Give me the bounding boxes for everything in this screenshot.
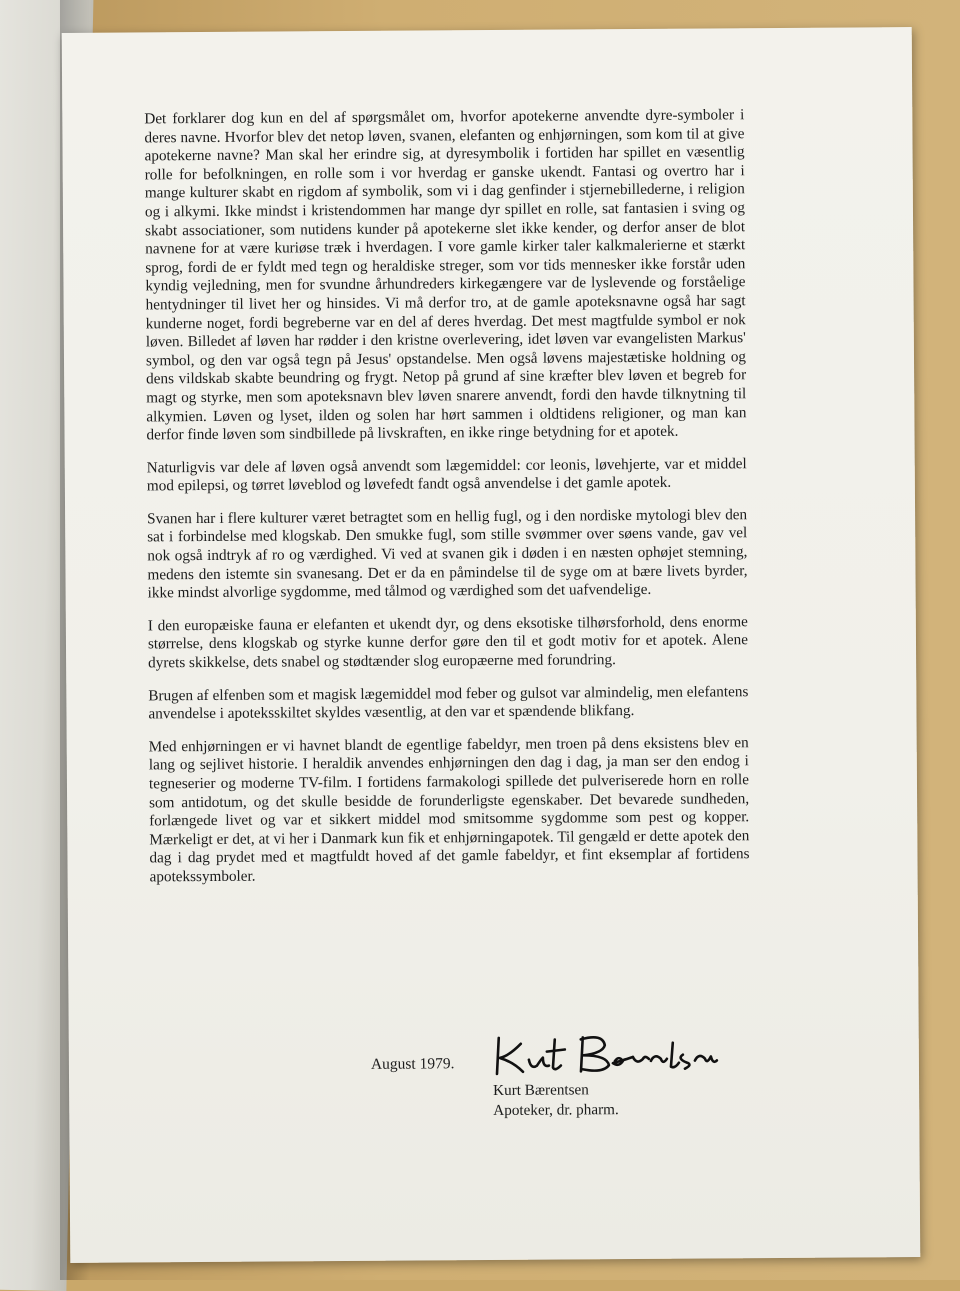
paragraph-swan: Svanen har i flere kulturer været betragtet som en hellig fugl, og i den nordiske mytologi blev den sat i forbindelse med klogskab. Den smukke fugl, som stille svømmer over søens vande, gav vel nok også indtryk af ro og værdighed. Vi ved at svanen gik i døden i en næsten ophøjet stemning, medens den istemte sin svanesang. Det er da en påmindelse til de syge om at bære livets byrder, ikke mindst alvorlige sygdomme, med tålmod og værdighed som det uafvendelige. xyxy=(147,506,748,602)
date-line: August 1979. xyxy=(370,1055,455,1073)
signatory-name: Kurt Bærentsen xyxy=(493,1081,589,1099)
handwritten-signature xyxy=(491,1028,721,1080)
paragraph-lion-medicine: Naturligvis var dele af løven også anvendt som lægemiddel: cor leonis, løvehjerte, var et middel mod epilepsi, og tørret løveblod og løvefedt fandt også anvendelse i det gamle apotek. xyxy=(146,454,747,495)
body-text xyxy=(144,106,750,901)
signatory-title: Apoteker, dr. pharm. xyxy=(493,1101,619,1119)
closing-signature xyxy=(371,1028,732,1131)
paragraph-symbolism: Det forklarer dog kun en del af spørgsmålet om, hvorfor apotekerne anvendte dyre-symboler i deres navne. Hvorfor blev det netop løven, svanen, elefanten og enhjørningen, som kom til at give apotekerne navne? Man skal her erindre sig, at dyresymbolik i fortiden har spillet en væsentlig rolle for befolkningen, en rolle som i vor hverdag er ganske ukendt. Fantasi og overtro har i mange kulturer skabt en rigdom af symbolik, som vi i dag genfinder i stjernebillederne, i religion og i alkymi. Ikke mindst i kristendommen har mange dyr spillet en rolle, sat fantasien i sving og skabt associationer, som nutidens kunder på apotekerne slet ikke kender, og derfor anser de blot navnene for at være kuriøse træk i hverdagen. I vore gamle kirker taler kalkmalerierne et stærkt sprog, fordi de er fyldt med tegn og heraldiske streger, som vor tids mennesker ikke forstår uden kyndig vejledning, men for svundne århundreders kirkegængere var de lyslevende og forståelige hentydninger til livet her og hinsides. Vi må derfor tro, at de gamle apoteksnavne også har sagt kunderne noget, fordi begreberne var en del af deres hverdag. Det mest magtfulde symbol er nok løven. Billedet af løven har rødder i den kristne overlevering, idet løven var evangelisten Markus' symbol, og den var også tegn på Jesus' opstandelse. Men også løvens majestætiske holdning og dens vildskab skabte beundring og frygt. Netop på grund af sine kræfter blev løven et begreb for magt og styrke, men som apoteksnavn blev løven snarere anvendt, fordi den havde tilknytning til alkymien. Løven og lyset, ilden og solen har hørt sammen i oldtidens religioner, og man kan derfor finde løven som sindbillede på livskraften, en ikke ringe betydning for et apotek. xyxy=(144,106,747,444)
paragraph-elephant: I den europæiske fauna er elefanten et ukendt dyr, og dens eksotiske tilhørsforhold, dens enorme størrelse, dens klogskab og styrke kunne derfor gøre den til et godt motiv for et apotek. Alene dyrets skikkelse, dets snabel og stødtænder slog europæerne med forundring. xyxy=(147,613,749,672)
document-page xyxy=(62,27,921,1263)
paragraph-unicorn: Med enhjørningen er vi havnet blandt de egentlige fabeldyr, men troen på dens eksistens blev en lang og sejlivet historie. I heraldik anvendes enhjørningen den dag i dag, ja man ser den endog i tegneserier og moderne TV-film. I fortidens farmakologi spillede det pulveriserede horn en rolle som antidotum, og det skulle besidde de forunderligste egenskaber. Det bevarede sundheden, forlængede livet og var et sikkert middel mod smitsomme sygdomme som pest og kopper. Mærkeligt er det, at vi her i Danmark kun fik et enhjørningapotek. Til gengæld er dette apotek den dag i dag prydet med et magtfuldt hoved af det gamle fabeldyr, et fint eksemplar af fortidens apotekssymboler. xyxy=(148,734,750,886)
paragraph-ivory: Brugen af elfenben som et magisk lægemiddel mod feber og gulsot var almindelig, men elefantens anvendelse i apoteksskiltet skyldes væsentlig, at den var et spændende blikfang. xyxy=(148,682,749,723)
